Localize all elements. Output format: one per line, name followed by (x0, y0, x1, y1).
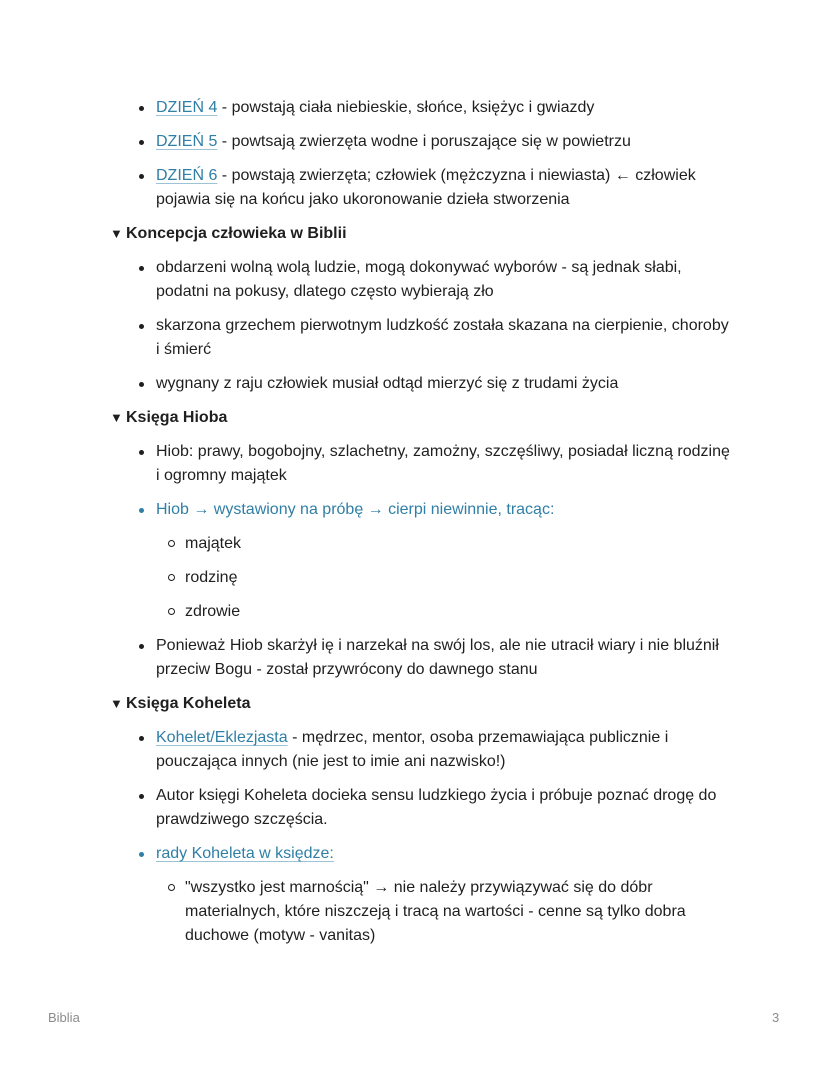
day6-text: - powstają zwierzęta; człowiek (mężczyzna i niewiasta) ← człowiek pojawia się na końcu jako ukoronowanie dzieła stworzenia (156, 167, 696, 208)
triangle-down-icon[interactable]: ▼ (110, 696, 123, 711)
section-title: Koncepcja człowieka w Biblii (126, 225, 347, 242)
triangle-down-icon[interactable]: ▼ (110, 410, 123, 425)
sub-list-item: rodzinę (185, 566, 715, 590)
toggle-kohelet[interactable] (110, 692, 828, 716)
list-item-kohelet (156, 726, 736, 774)
rady-link[interactable]: rady Koheleta w księdze: (156, 845, 334, 862)
day4-link[interactable]: DZIEŃ 4 (156, 99, 218, 116)
triangle-down-icon[interactable]: ▼ (110, 226, 123, 241)
kohelet-text: - mędrzec, mentor, osoba przemawiająca publicznie i pouczająca innych (nie jest to imie ani nazwisko!) (156, 729, 669, 770)
toggle-hiob[interactable] (110, 406, 828, 430)
sub-list-item: majątek (185, 532, 715, 556)
list-item: obdarzeni wolną wolą ludzie, mogą dokonywać wyborów - są jednak słabi, podatni na pokusy, dlatego często wybierają zło (156, 256, 736, 304)
list-item-day4 (156, 96, 736, 120)
list-item-day6 (156, 164, 736, 212)
list-item: wygnany z raju człowiek musiał odtąd mierzyć się z trudami życia (156, 372, 736, 396)
toggle-koncepcja[interactable] (110, 222, 828, 246)
day6-link[interactable]: DZIEŃ 6 (156, 167, 218, 184)
day4-text: - powstają ciała niebieskie, słońce, księżyc i gwiazdy (217, 99, 595, 116)
section-title: Księga Hioba (126, 409, 228, 426)
sub-list-item: "wszystko jest marnością" → nie należy przywiązywać się do dóbr materialnych, które niszczeją i tracą na wartości - cenne są tylko dobra duchowe (motyw - vanitas) (185, 876, 715, 948)
list-item: skarzona grzechem pierwotnym ludzkość została skazana na cierpienie, choroby i śmierć (156, 314, 736, 362)
list-item-hiob-proba: Hiob → wystawiony na próbę → cierpi niewinnie, tracąc: (156, 498, 736, 522)
day5-link[interactable]: DZIEŃ 5 (156, 133, 218, 150)
list-item-rady (156, 842, 736, 866)
list-item-day5 (156, 130, 736, 154)
kohelet-link[interactable]: Kohelet/Eklezjasta (156, 729, 288, 746)
page-number: 3 (772, 1010, 780, 1025)
list-item: Hiob: prawy, bogobojny, szlachetny, zamożny, szczęśliwy, posiadał liczną rodzinę i ogromny majątek (156, 440, 736, 488)
page-content (0, 96, 828, 948)
list-item: Autor księgi Koheleta docieka sensu ludzkiego życia i próbuje poznać drogę do prawdziwego szczęścia. (156, 784, 736, 832)
footer-title: Biblia (48, 1010, 80, 1025)
sub-list-item: zdrowie (185, 600, 715, 624)
list-item: Ponieważ Hiob skarżył ię i narzekał na swój los, ale nie utracił wiary i nie bluźnił przeciw Bogu - został przywrócony do dawnego stanu (156, 634, 736, 682)
section-title: Księga Koheleta (126, 695, 251, 712)
day5-text: - powtsają zwierzęta wodne i poruszające się w powietrzu (217, 133, 631, 150)
